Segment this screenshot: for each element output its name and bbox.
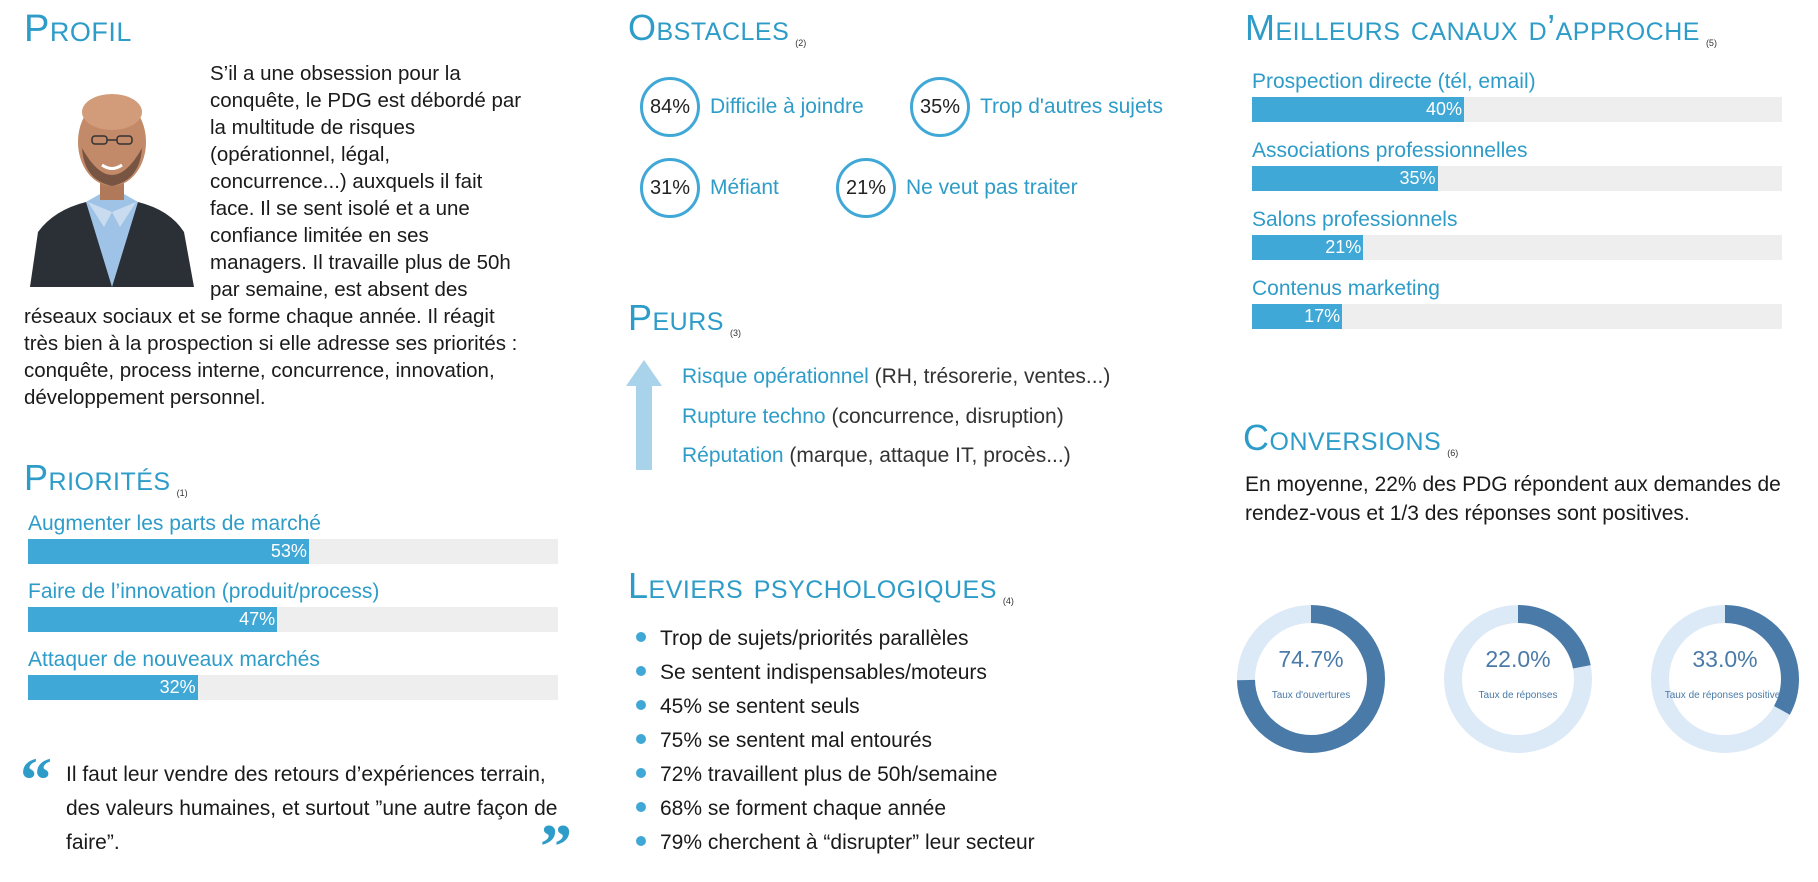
fear-item [682,405,1064,429]
donut-label: Taux d'ouvertures [1271,690,1351,701]
lever-item [636,661,987,685]
profil-text: S’il a une obsession pour la conquête, le PDG est débordé par la multitude de risques (opérationnel, légal, concurrence...) auxquels il fait face. Il se sent isolé et a une confiance limitée en ses managers. Il travaille plus de 50h par semaine, est absent des réseaux sociaux et se forme chaque année. Il réagit très bien à la prospection si elle adresse ses priorités : conquête, process interne, concurrence, innovation, développement personnel. [24,62,522,409]
close-quote-icon: ” [540,811,572,882]
leviers-title-text: Leviers psychologiques [628,565,997,606]
fear-label: Réputation [682,444,784,467]
channel-label: Contenus marketing [1252,277,1440,300]
donut-chart-3 [1650,604,1800,754]
obstacles-footnote: (2) [795,38,807,48]
channel-track [1252,235,1782,260]
priority-fill [28,675,198,700]
bullet-icon [636,836,646,846]
photo-float-spacer [24,60,210,285]
lever-text: 72% travaillent plus de 50h/semaine [660,763,998,786]
fear-detail: (RH, trésorerie, ventes...) [874,365,1111,388]
channel-label: Prospection directe (tél, email) [1252,70,1536,93]
lever-item [636,695,860,719]
channel-value: 21% [1325,237,1362,257]
bullet-icon [636,768,646,778]
peurs-title-text: Peurs [628,297,724,338]
bullet-icon [636,666,646,676]
channel-track [1252,166,1782,191]
fear-detail: (concurrence, disruption) [831,405,1064,428]
canaux-title [1245,7,1717,48]
leviers-footnote: (4) [1002,596,1014,606]
bullet-icon [636,632,646,642]
conversions-title [1243,417,1459,458]
canaux-footnote: (5) [1705,38,1717,48]
quote-text: Il faut leur vendre des retours d’expériences terrain, des valeurs humaines, et surtout ”une autre façon de faire”. [66,763,558,854]
peurs-title [628,297,741,338]
fear-item [682,365,1110,389]
obstacle-percent: 21% [836,158,896,218]
donut-label: Taux de réponses positives [1664,690,1786,701]
donut-value: 22.0% [1485,646,1551,672]
obstacles-title [628,7,807,48]
lever-item [636,729,932,753]
channel-value: 17% [1304,306,1341,326]
channel-bar-1 [1252,70,1782,122]
conversions-text: En moyenne, 22% des PDG répondent aux demandes de rendez-vous et 1/3 des réponses sont positives. [1245,473,1781,525]
priorites-title-text: Priorités [24,457,171,498]
donut-reponses [1443,604,1593,754]
obstacle-item [640,158,779,218]
priority-bar-2 [28,580,558,632]
channel-fill [1252,304,1342,329]
obstacle-label: Méfiant [710,176,779,199]
channel-track [1252,304,1782,329]
channel-bar-3 [1252,208,1782,260]
obstacles-title-text: Obstacles [628,7,790,48]
donut-ouvertures [1236,604,1386,754]
lever-item [636,627,969,651]
conversions-footnote: (6) [1447,448,1459,458]
arrow-up-icon [626,360,662,470]
channel-bar-4 [1252,277,1782,329]
priority-fill [28,607,277,632]
channel-fill [1252,235,1363,260]
obstacle-item [910,77,1163,137]
donut-value: 74.7% [1278,646,1344,672]
lever-text: Se sentent indispensables/moteurs [660,661,987,684]
lever-item [636,831,1035,855]
fear-label: Rupture techno [682,405,826,428]
profil-title [24,10,132,48]
channel-value: 40% [1425,99,1462,119]
priority-label: Faire de l’innovation (produit/process) [28,580,380,603]
obstacle-percent: 31% [640,158,700,218]
channel-bar-2 [1252,139,1782,191]
channel-value: 35% [1399,168,1436,188]
fear-item [682,444,1071,468]
lever-text: 68% se forment chaque année [660,797,947,820]
obstacle-label: Ne veut pas traiter [906,176,1078,199]
lever-text: 45% se sentent seuls [660,695,860,718]
obstacle-label: Difficile à joindre [710,95,864,118]
lever-item [636,763,997,787]
open-quote-icon: “ [20,744,52,815]
priority-track [28,607,558,632]
lever-text: Trop de sujets/priorités parallèles [660,627,969,650]
channel-track [1252,97,1782,122]
profil-description [24,60,524,411]
channel-label: Associations professionnelles [1252,139,1528,162]
priority-fill [28,539,309,564]
lever-text: 75% se sentent mal entourés [660,729,932,752]
priority-bar-1 [28,512,558,564]
bullet-icon [636,700,646,710]
donut-chart-2 [1443,604,1593,754]
priority-label: Augmenter les parts de marché [28,512,321,535]
donut-value: 33.0% [1692,646,1758,672]
peurs-footnote: (3) [729,328,741,338]
obstacle-item [836,158,1078,218]
priority-track [28,539,558,564]
priority-track [28,675,558,700]
fear-detail: (marque, attaque IT, procès...) [789,444,1071,467]
donut-positives [1650,604,1800,754]
channel-label: Salons professionnels [1252,208,1458,231]
lever-item [636,797,946,821]
conversions-title-text: Conversions [1243,417,1442,458]
bullet-icon [636,734,646,744]
lever-text: 79% cherchent à “disrupter” leur secteur [660,831,1035,854]
leviers-title [628,565,1014,606]
channel-fill [1252,97,1464,122]
priority-bar-3 [28,648,558,700]
obstacle-item [640,77,864,137]
obstacle-percent: 84% [640,77,700,137]
priority-value: 53% [270,541,307,561]
priorites-title [24,457,188,498]
profil-title-text: Profil [24,8,132,50]
bullet-icon [636,802,646,812]
priority-label: Attaquer de nouveaux marchés [28,648,320,671]
priorites-footnote: (1) [176,488,188,498]
fear-label: Risque opérationnel [682,365,869,388]
canaux-title-text: Meilleurs canaux d’approche [1245,7,1700,48]
priority-value: 47% [239,609,276,629]
priority-value: 32% [159,677,196,697]
donut-label: Taux de réponses [1478,690,1558,701]
obstacle-percent: 35% [910,77,970,137]
obstacle-label: Trop d'autres sujets [980,95,1163,118]
channel-fill [1252,166,1438,191]
donut-chart-1 [1236,604,1386,754]
